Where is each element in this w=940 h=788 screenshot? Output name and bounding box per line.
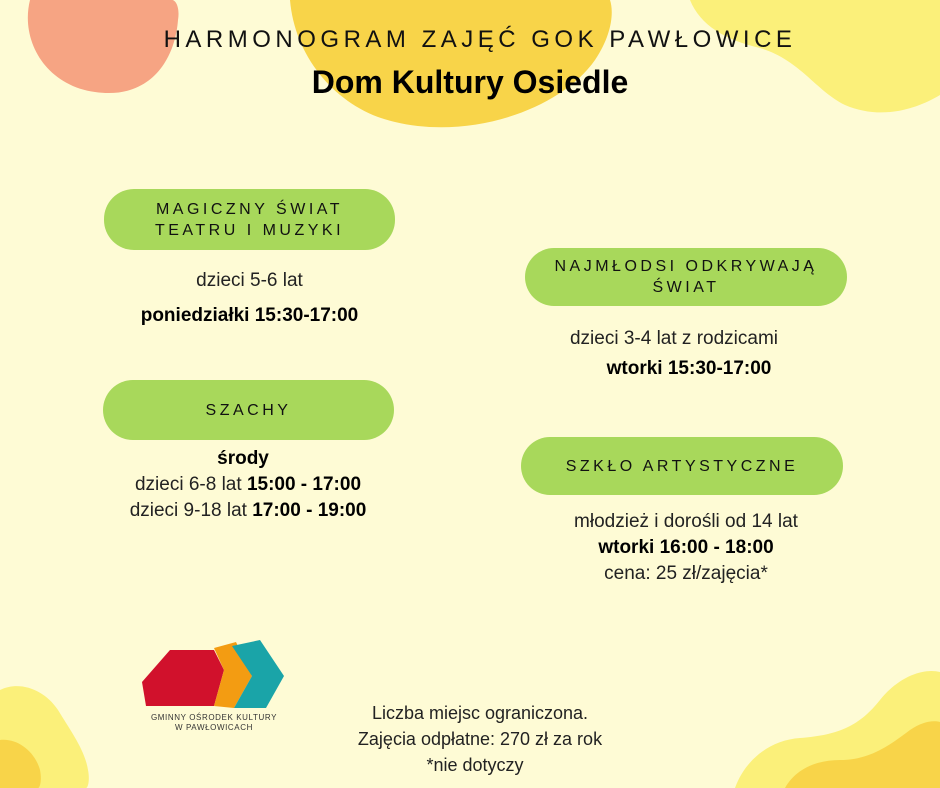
group-1-label: dzieci 6-8 lat [134, 474, 242, 495]
activity-title-line1: SZKŁO ARTYSTYCZNE [565, 457, 799, 475]
activity-pill-theatre-music [104, 189, 395, 250]
activity-details-glass-art [527, 509, 845, 587]
activity-schedule: wtorki 15:30-17:00 [606, 358, 772, 379]
group-2-time: 17:00 - 19:00 [252, 500, 367, 521]
activity-details-theatre-music [104, 268, 395, 329]
logo-text-line2: W PAWŁOWICACH [174, 723, 254, 732]
activity-pill-chess [103, 380, 394, 440]
activity-details-youngest [515, 326, 833, 382]
activity-details-chess [95, 446, 401, 524]
activity-title-line2: ŚWIAT [652, 279, 720, 296]
group-2-label: dzieci 9-18 lat [129, 500, 247, 521]
footer-line-3: *nie dotyczy [426, 755, 524, 775]
activity-price: cena: 25 zł/zajęcia* [604, 563, 768, 584]
activity-title-line2: TEATRU I MUZYKI [154, 221, 345, 239]
activity-title-line1: SZACHY [205, 401, 292, 419]
group-1-time: 15:00 - 17:00 [246, 474, 362, 495]
page-subtitle: Dom Kultury Osiedle [311, 64, 629, 100]
gok-pentagon-logo-icon [142, 650, 224, 706]
activity-group: dzieci 5-6 lat [196, 270, 303, 291]
activity-pill-glass-art [521, 437, 843, 495]
activity-title-line1: MAGICZNY ŚWIAT [155, 200, 344, 218]
activity-group-1 [95, 472, 401, 498]
activity-schedule: wtorki 16:00 - 18:00 [598, 537, 774, 558]
logo-text-line1: GMINNY OŚRODEK KULTURY [150, 713, 278, 722]
footer-line-1: Liczba miejsc ograniczona. [371, 703, 589, 723]
gok-logo [140, 636, 290, 736]
activity-schedule: poniedziałki 15:30-17:00 [140, 305, 359, 326]
activity-day: środy [217, 448, 269, 469]
footer-notes [320, 700, 640, 778]
activity-group: młodzież i dorośli od 14 lat [574, 511, 798, 532]
page-title: HARMONOGRAM ZAJĘĆ GOK PAWŁOWICE [163, 26, 797, 53]
activity-pill-youngest [525, 248, 847, 306]
activity-group-2 [95, 498, 401, 524]
activity-title-line1: NAJMŁODSI ODKRYWAJĄ [554, 258, 818, 275]
activity-group: dzieci 3-4 lat z rodzicami [569, 328, 779, 349]
footer-line-2: Zajęcia odpłatne: 270 zł za rok [357, 729, 603, 749]
